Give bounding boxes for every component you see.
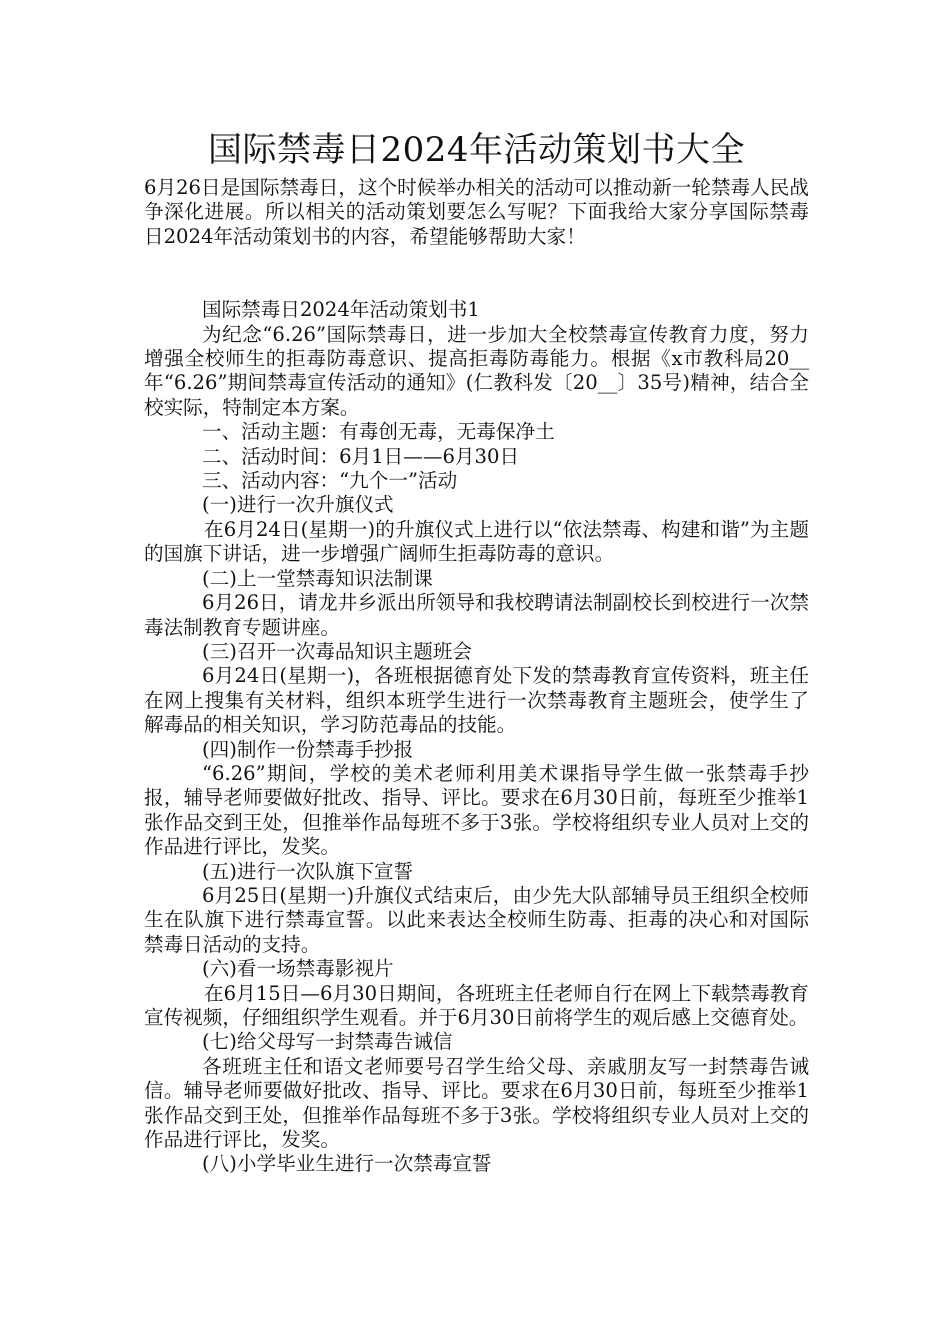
blank-spacer	[144, 249, 809, 298]
item-body-1: 在6月24日(星期一)的升旗仪式上进行以“依法禁毒、构建和谐”为主题的国旗下讲话，进一步增强广阔师生拒毒防毒的意识。	[144, 517, 809, 566]
item-body-7: 各班班主任和语文老师要号召学生给父母、亲戚朋友写一封禁毒告诫信。辅导老师要做好批改、指导、评比。要求在6月30日前，每班至少推举1张作品交到王处，但推举作品每班不多于3张。学校将组织专业人员对上交的作品进行评比，发奖。	[144, 1054, 809, 1152]
document-title: 国际禁毒日2024年活动策划书大全	[207, 130, 746, 170]
purpose-paragraph: 为纪念“6.26”国际禁毒日，进一步加大全校禁毒宣传教育力度，努力增强全校师生的拒毒防毒意识、提高拒毒防毒能力。根据《x市教科局20__年“6.26”期间禁毒宣传活动的通知》(仁教科发〔20__〕35号)精神，结合全校实际，特制定本方案。	[144, 322, 809, 419]
item-heading-4: (四)制作一份禁毒手抄报	[202, 737, 414, 761]
item-body-6: 在6月15日—6月30日期间，各班班主任老师自行在网上下载禁毒教育宣传视频，仔细组织学生观看。并于6月30日前将学生的观后感上交德育处。	[144, 981, 809, 1029]
item-body-3: 6月24日(星期一)，各班根据德育处下发的禁毒教育宣传资料，班主任在网上搜集有关材料，组织本班学生进行一次禁毒教育主题班会，使学生了解毒品的相关知识，学习防范毒品的技能。	[144, 664, 809, 737]
item-body-5: 6月25日(星期一)升旗仪式结束后，由少先大队部辅导员王组织全校师生在队旗下进行禁毒宣誓。以此来表达全校师生防毒、拒毒的决心和对国际禁毒日活动的支持。	[144, 883, 809, 956]
item-heading-3: (三)召开一次毒品知识主题班会	[202, 639, 473, 663]
item-heading-5: (五)进行一次队旗下宣誓	[202, 859, 414, 883]
activity-time: 二、活动时间：6月1日——6月30日	[202, 444, 520, 468]
intro-paragraph: 6月26日是国际禁毒日，这个时候举办相关的活动可以推动新一轮禁毒人民战争深化进展。所以相关的活动策划要怎么写呢？下面我给大家分享国际禁毒日2024年活动策划书的内容，希望能够帮助大家！	[144, 176, 809, 248]
item-heading-6: (六)看一场禁毒影视片	[202, 957, 394, 981]
activity-content: 三、活动内容：“九个一”活动	[202, 469, 458, 493]
activity-theme: 一、活动主题：有毒创无毒，无毒保净土	[202, 420, 555, 444]
item-heading-8: (八)小学毕业生进行一次禁毒宣誓	[202, 1152, 492, 1176]
document-page	[144, 128, 809, 1177]
item-heading-2: (二)上一堂禁毒知识法制课	[202, 566, 433, 590]
item-body-4: “6.26”期间，学校的美术老师利用美术课指导学生做一张禁毒手抄报，辅导老师要做好批改、指导、评比。要求在6月30日前，每班至少推举1张作品交到王处，但推举作品每班不多于3张。学校将组织专业人员对上交的作品进行评比，发奖。	[144, 761, 809, 859]
section-heading-plan-1: 国际禁毒日2024年活动策划书1	[202, 298, 480, 322]
item-heading-1: (一)进行一次升旗仪式	[202, 493, 394, 517]
item-heading-7: (七)给父母写一封禁毒告诫信	[202, 1030, 453, 1054]
item-body-2: 6月26日，请龙井乡派出所领导和我校聘请法制副校长到校进行一次禁毒法制教育专题讲座。	[144, 591, 809, 639]
